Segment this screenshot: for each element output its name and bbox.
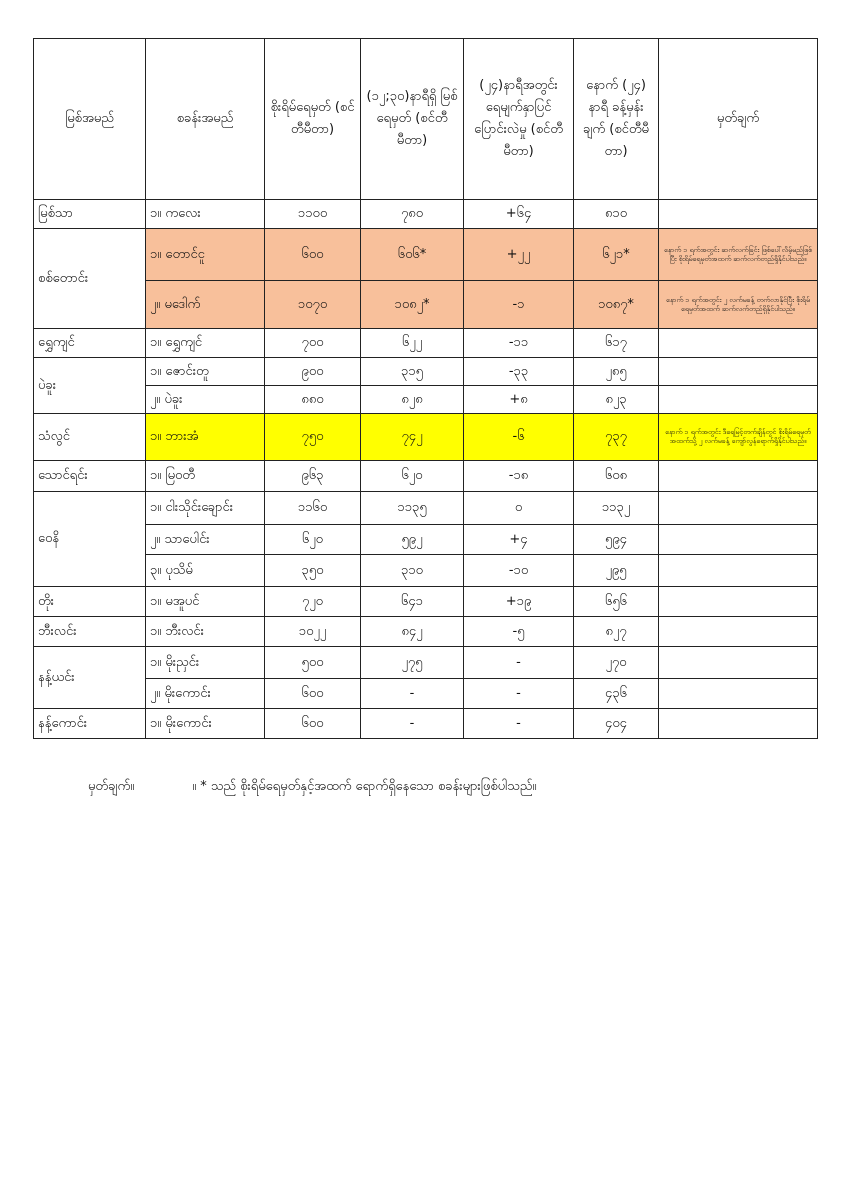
river-name: မြစ်သာ xyxy=(34,200,146,229)
danger-level: ၆၀၀ xyxy=(265,709,361,739)
current-level: ၁၁၃၅ xyxy=(361,492,464,525)
station-name: ၁။ မိုးညှင်း xyxy=(146,647,265,679)
table-row xyxy=(34,525,818,555)
table-row xyxy=(34,414,818,461)
forecast-level: ၁၁၃၂ xyxy=(574,492,659,525)
river-name: ပဲခူး xyxy=(34,358,146,414)
current-level: ၅၉၂ xyxy=(361,525,464,555)
danger-level: ၇၅၀ xyxy=(265,414,361,461)
table-row xyxy=(34,587,818,617)
level-change: -၁၀ xyxy=(464,555,574,587)
current-level: ၇၄၂ xyxy=(361,414,464,461)
river-name: တိုး xyxy=(34,587,146,617)
danger-level: ၉၀၀ xyxy=(265,358,361,386)
station-name: ၁။ မြဝတီ xyxy=(146,461,265,492)
current-level: ၇၈၀ xyxy=(361,200,464,229)
forecast-level: ၂၉၅ xyxy=(574,555,659,587)
danger-level: ၇၂၀ xyxy=(265,587,361,617)
remark xyxy=(659,709,818,739)
station-name: ၂။ ပဲခူး xyxy=(146,386,265,414)
remark xyxy=(659,329,818,358)
danger-level: ၃၅၀ xyxy=(265,555,361,587)
station-name: ၂။ မိုးကောင်း xyxy=(146,679,265,709)
level-change: - xyxy=(464,709,574,739)
remark xyxy=(659,617,818,647)
danger-level: ၇၀၀ xyxy=(265,329,361,358)
danger-level: ၆၀၀ xyxy=(265,679,361,709)
forecast-level: ၄၀၄ xyxy=(574,709,659,739)
remark xyxy=(659,555,818,587)
station-name: ၁။ ဇောင်းတူ xyxy=(146,358,265,386)
remark xyxy=(659,461,818,492)
remark: နောက် ၁ ရက်အတွင်း ဆက်လက်ခြင်း ဖြစ်ပေါ်လိမ့်မည်ဖြစ်ပြီး စိုးရိမ်ရေမှတ်အထက် ဆက်လက်တည်ရှိနိုင်ပါသည်။ xyxy=(659,229,818,281)
level-change: +၁၉ xyxy=(464,587,574,617)
level-change: -၆ xyxy=(464,414,574,461)
forecast-level: ၆၁၇ xyxy=(574,329,659,358)
level-change: +၆၄ xyxy=(464,200,574,229)
table-row xyxy=(34,358,818,386)
station-name: ၁။ မိုးကောင်း xyxy=(146,709,265,739)
header-row xyxy=(34,39,818,200)
level-change: -၅ xyxy=(464,617,574,647)
level-change: - xyxy=(464,647,574,679)
station-name: ၁။ ဘားအံ xyxy=(146,414,265,461)
current-level: - xyxy=(361,709,464,739)
danger-level: ၆၀၀ xyxy=(265,229,361,281)
forecast-level: ၈၂၃ xyxy=(574,386,659,414)
danger-level: ၁၀၂၂ xyxy=(265,617,361,647)
current-level: - xyxy=(361,679,464,709)
remark xyxy=(659,679,818,709)
river-name: နန့်ကောင်း xyxy=(34,709,146,739)
river-name: ဘီးလင်း xyxy=(34,617,146,647)
header-forecast: နောက် (၂၄) နာရီ ခန့်မှန်းချက် (စင်တီမီ တာ) xyxy=(574,39,659,200)
table-row xyxy=(34,647,818,679)
current-level: ၃၁၅ xyxy=(361,358,464,386)
level-change: ၀ xyxy=(464,492,574,525)
current-level: ၈၂၈ xyxy=(361,386,464,414)
river-name: နန့်ယင်း xyxy=(34,647,146,709)
forecast-level: ၈၁၀ xyxy=(574,200,659,229)
level-change: +၂၂ xyxy=(464,229,574,281)
station-name: ၂။ မဒေါက် xyxy=(146,281,265,329)
forecast-level: ၇၃၇ xyxy=(574,414,659,461)
station-name: ၁။ ဘီးလင်း xyxy=(146,617,265,647)
table-row xyxy=(34,555,818,587)
current-level: ၆၂၂ xyxy=(361,329,464,358)
river-name: ရွှေကျင် xyxy=(34,329,146,358)
header-24h-change: (၂၄)နာရီအတွင်း ရေမျက်နှာပြင် ပြောင်းလဲမှု (စင်တီမီတာ) xyxy=(464,39,574,200)
station-name: ၂။ သာပေါင်း xyxy=(146,525,265,555)
remark xyxy=(659,587,818,617)
level-change: - xyxy=(464,679,574,709)
remark xyxy=(659,492,818,525)
current-level: ၆၂၀ xyxy=(361,461,464,492)
remark: နောက် ၁ ရက်အတွင်း ၂ လက်မခန့် တက်လာနိုင်ပြီး စိုးရိမ်ရေမှတ်အထက် ဆက်လက်တည်ရှိနိုင်ပါသည်။ xyxy=(659,281,818,329)
danger-level: ၅၀၀ xyxy=(265,647,361,679)
footnote-label: မှတ်ချက်။ xyxy=(88,779,135,794)
table-row xyxy=(34,461,818,492)
river-name: သောင်ရင်း xyxy=(34,461,146,492)
current-level: ၆၀၆* xyxy=(361,229,464,281)
current-level: ၈၄၂ xyxy=(361,617,464,647)
current-level: ၆၄၁ xyxy=(361,587,464,617)
header-remark: မှတ်ချက် xyxy=(659,39,818,200)
header-danger-level: စိုးရိမ်ရေမှတ် (စင်တီမီတာ) xyxy=(265,39,361,200)
header-river: မြစ်အမည် xyxy=(34,39,146,200)
danger-level: ၁၀၇၀ xyxy=(265,281,361,329)
station-name: ၁။ ရွှေကျင် xyxy=(146,329,265,358)
station-name: ၁။ ငါးသိုင်းချောင်း xyxy=(146,492,265,525)
station-name: ၁။ မအူပင် xyxy=(146,587,265,617)
station-name: ၁။ ကလေး xyxy=(146,200,265,229)
table-body xyxy=(34,200,818,739)
forecast-level: ၈၂၇ xyxy=(574,617,659,647)
remark xyxy=(659,200,818,229)
table-row xyxy=(34,709,818,739)
current-level: ၁၀၈၂* xyxy=(361,281,464,329)
danger-level: ၁၁၆၀ xyxy=(265,492,361,525)
forecast-level: ၆၅၆ xyxy=(574,587,659,617)
river-name: ဝေနိ xyxy=(34,492,146,587)
forecast-level: ၆၂၁* xyxy=(574,229,659,281)
header-station: စခန်းအမည် xyxy=(146,39,265,200)
forecast-level: ၂၇၀ xyxy=(574,647,659,679)
forecast-level: ၆၀၈ xyxy=(574,461,659,492)
level-change: +၈ xyxy=(464,386,574,414)
level-change: -၁ xyxy=(464,281,574,329)
footnote xyxy=(88,778,536,797)
remark xyxy=(659,647,818,679)
level-change: -၁၈ xyxy=(464,461,574,492)
danger-level: ၉၆၃ xyxy=(265,461,361,492)
current-level: ၃၁၀ xyxy=(361,555,464,587)
remark: နောက် ၁ ရက်အတွင်း ဒီရေမြင့်တက်ချိန်တွင် စိုးရိမ်ရေမှတ်အထက်သို့ ၂ လက်မခန့် ကျော်လွန်ရောက်ရှိနိုင်ပါသည်။ xyxy=(659,414,818,461)
table-row xyxy=(34,229,818,281)
river-name: သံလွင် xyxy=(34,414,146,461)
footnote-text: ။ * သည် စိုးရိမ်ရေမှတ်နှင့်အထက် ရောက်ရှိနေသော စခန်းများဖြစ်ပါသည်။ xyxy=(192,779,537,794)
forecast-level: ၅၉၄ xyxy=(574,525,659,555)
table-row xyxy=(34,281,818,329)
table-row xyxy=(34,200,818,229)
danger-level: ၆၂၀ xyxy=(265,525,361,555)
danger-level: ၈၈၀ xyxy=(265,386,361,414)
remark xyxy=(659,386,818,414)
table-row xyxy=(34,386,818,414)
table-row xyxy=(34,329,818,358)
river-name: စစ်တောင်း xyxy=(34,229,146,329)
remark xyxy=(659,358,818,386)
danger-level: ၁၁၀၀ xyxy=(265,200,361,229)
header-current-level: (၁၂;၃၀)နာရီရှိ မြစ်ရေမှတ် (စင်တီမီတာ) xyxy=(361,39,464,200)
table-row xyxy=(34,679,818,709)
level-change: +၄ xyxy=(464,525,574,555)
forecast-level: ၁၀၈၇* xyxy=(574,281,659,329)
remark xyxy=(659,525,818,555)
station-name: ၁။ တောင်ငူ xyxy=(146,229,265,281)
table-row xyxy=(34,492,818,525)
station-name: ၃။ ပုသိမ် xyxy=(146,555,265,587)
level-change: -၁၁ xyxy=(464,329,574,358)
level-change: -၃၃ xyxy=(464,358,574,386)
water-level-table xyxy=(33,38,818,739)
current-level: ၂၇၅ xyxy=(361,647,464,679)
table-row xyxy=(34,617,818,647)
forecast-level: ၄၃၆ xyxy=(574,679,659,709)
forecast-level: ၂၈၅ xyxy=(574,358,659,386)
